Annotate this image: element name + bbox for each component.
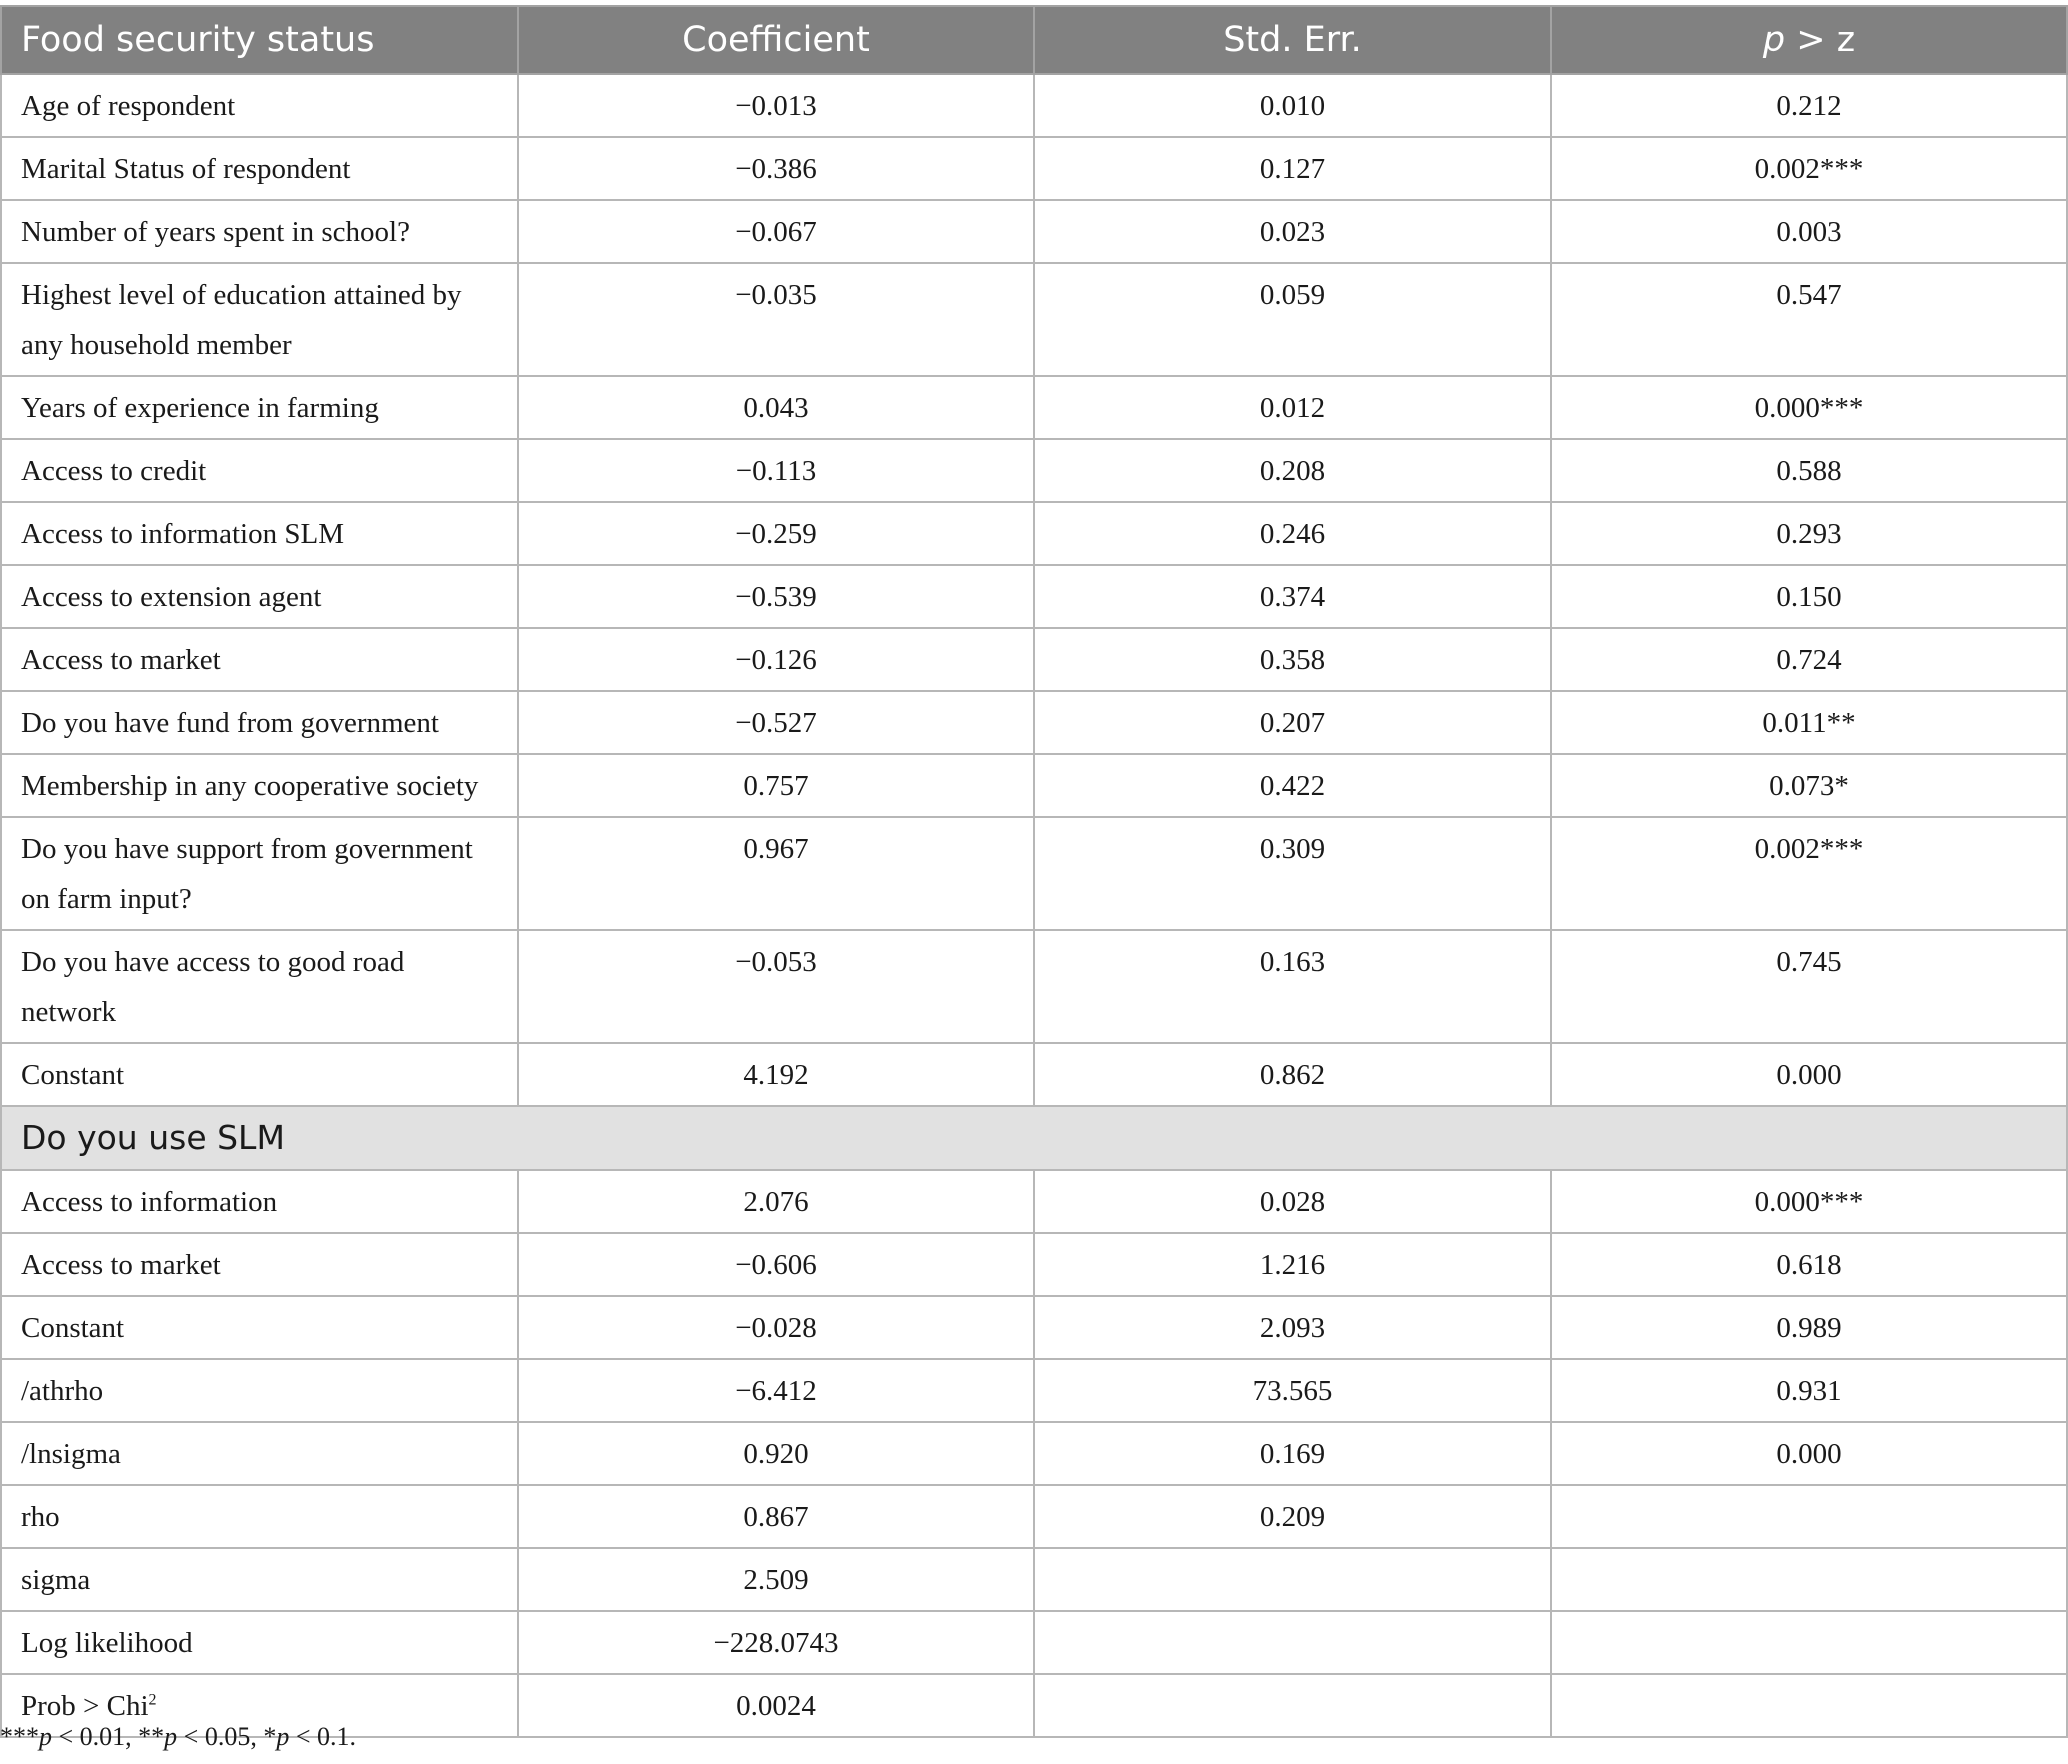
coefficient-cell: 4.192 (518, 1043, 1034, 1106)
std-err-cell: 0.169 (1034, 1422, 1551, 1485)
table-row (1, 263, 2067, 376)
coefficient-cell: −0.013 (518, 74, 1034, 137)
footnote-threshold-2: < 0.05, (177, 1722, 264, 1751)
footnote-p-3: p (276, 1722, 290, 1751)
table-row (1, 439, 2067, 502)
coefficient-cell: −0.126 (518, 628, 1034, 691)
p-value-cell (1551, 1548, 2067, 1611)
row-label: /lnsigma (1, 1422, 518, 1485)
table-row (1, 376, 2067, 439)
section-title-slm: Do you use SLM (1, 1106, 2067, 1170)
coefficient-cell: −0.113 (518, 439, 1034, 502)
table-footnote (0, 1722, 356, 1752)
row-label: /athrho (1, 1359, 518, 1422)
p-value-cell: 0.724 (1551, 628, 2067, 691)
row-label: Access to market (1, 1233, 518, 1296)
std-err-cell: 0.023 (1034, 200, 1551, 263)
std-err-cell: 0.374 (1034, 565, 1551, 628)
p-value-cell: 0.003 (1551, 200, 2067, 263)
row-label: Years of experience in farming (1, 376, 518, 439)
coefficient-cell: 2.509 (518, 1548, 1034, 1611)
table-row (1, 754, 2067, 817)
table-row (1, 502, 2067, 565)
p-value-cell: 0.150 (1551, 565, 2067, 628)
std-err-cell: 0.010 (1034, 74, 1551, 137)
row-label: Do you have access to good road network (1, 930, 518, 1043)
header-p-value (1551, 6, 2067, 74)
std-err-cell: 0.358 (1034, 628, 1551, 691)
std-err-cell: 0.209 (1034, 1485, 1551, 1548)
table-row (1, 930, 2067, 1043)
p-value-cell: 0.293 (1551, 502, 2067, 565)
row-label: Access to extension agent (1, 565, 518, 628)
std-err-cell: 73.565 (1034, 1359, 1551, 1422)
std-err-cell: 0.163 (1034, 930, 1551, 1043)
p-value-cell: 0.073* (1551, 754, 2067, 817)
coefficient-cell: −0.053 (518, 930, 1034, 1043)
coefficient-cell: −6.412 (518, 1359, 1034, 1422)
row-label: Highest level of education attained by any household member (1, 263, 518, 376)
footnote-threshold-3: < 0.1. (289, 1722, 357, 1751)
regression-table (0, 5, 2068, 1738)
coefficient-cell: −0.028 (518, 1296, 1034, 1359)
std-err-cell: 0.207 (1034, 691, 1551, 754)
coefficient-cell: 0.043 (518, 376, 1034, 439)
table-row (1, 74, 2067, 137)
table-row (1, 817, 2067, 930)
footnote-p-2: p (164, 1722, 178, 1751)
p-value-cell: 0.000*** (1551, 1170, 2067, 1233)
std-err-cell: 1.216 (1034, 1233, 1551, 1296)
header-coefficient: Coefficient (518, 6, 1034, 74)
chi-superscript: 2 (148, 1691, 157, 1709)
coefficient-cell: 0.0024 (518, 1674, 1034, 1737)
table-row (1, 1043, 2067, 1106)
std-err-cell: 0.127 (1034, 137, 1551, 200)
coefficient-cell: 0.757 (518, 754, 1034, 817)
row-label: Do you have support from government on farm input? (1, 817, 518, 930)
p-value-cell (1551, 1485, 2067, 1548)
footnote-stars-2: ** (138, 1722, 165, 1751)
std-err-cell: 0.059 (1034, 263, 1551, 376)
p-value-cell: 0.618 (1551, 1233, 2067, 1296)
coefficient-cell: −0.527 (518, 691, 1034, 754)
header-p-symbol: p (1762, 20, 1786, 60)
coefficient-cell: 0.920 (518, 1422, 1034, 1485)
row-label: Age of respondent (1, 74, 518, 137)
std-err-cell: 2.093 (1034, 1296, 1551, 1359)
p-value-cell: 0.989 (1551, 1296, 2067, 1359)
table-container (0, 5, 2066, 1738)
table-row (1, 137, 2067, 200)
p-value-cell (1551, 1611, 2067, 1674)
row-label: Access to information (1, 1170, 518, 1233)
row-label: Membership in any cooperative society (1, 754, 518, 817)
row-label: Constant (1, 1296, 518, 1359)
p-value-cell: 0.002*** (1551, 817, 2067, 930)
std-err-cell (1034, 1611, 1551, 1674)
coefficient-cell: −0.259 (518, 502, 1034, 565)
row-label: Constant (1, 1043, 518, 1106)
std-err-cell: 0.246 (1034, 502, 1551, 565)
std-err-cell: 0.208 (1034, 439, 1551, 502)
coefficient-cell: −228.0743 (518, 1611, 1034, 1674)
footnote-stars-3: *** (0, 1722, 39, 1751)
table-row (1, 628, 2067, 691)
p-value-cell: 0.002*** (1551, 137, 2067, 200)
row-label: Access to information SLM (1, 502, 518, 565)
row-label: sigma (1, 1548, 518, 1611)
p-value-cell: 0.212 (1551, 74, 2067, 137)
p-value-cell: 0.011** (1551, 691, 2067, 754)
p-value-cell (1551, 1674, 2067, 1737)
p-value-cell: 0.931 (1551, 1359, 2067, 1422)
std-err-cell (1034, 1674, 1551, 1737)
table-header-row (1, 6, 2067, 74)
table-row (1, 1422, 2067, 1485)
table-row (1, 1233, 2067, 1296)
section-header-row (1, 1106, 2067, 1170)
table-row (1, 200, 2067, 263)
header-p-rest: > z (1785, 20, 1856, 60)
table-row (1, 565, 2067, 628)
coefficient-cell: −0.539 (518, 565, 1034, 628)
row-label: Access to market (1, 628, 518, 691)
header-food-security-status: Food security status (1, 6, 518, 74)
row-label: Number of years spent in school? (1, 200, 518, 263)
p-value-cell: 0.588 (1551, 439, 2067, 502)
table-row (1, 1296, 2067, 1359)
table-row (1, 1548, 2067, 1611)
table-row (1, 1485, 2067, 1548)
table-row (1, 1611, 2067, 1674)
std-err-cell: 0.309 (1034, 817, 1551, 930)
std-err-cell (1034, 1548, 1551, 1611)
table-row (1, 1359, 2067, 1422)
p-value-cell: 0.000 (1551, 1422, 2067, 1485)
p-value-cell: 0.000 (1551, 1043, 2067, 1106)
row-label: Access to credit (1, 439, 518, 502)
std-err-cell: 0.028 (1034, 1170, 1551, 1233)
prob-chi-text: Prob > Chi (21, 1690, 149, 1722)
coefficient-cell: 0.867 (518, 1485, 1034, 1548)
coefficient-cell: −0.067 (518, 200, 1034, 263)
table-row (1, 1170, 2067, 1233)
coefficient-cell: −0.386 (518, 137, 1034, 200)
row-label: Marital Status of respondent (1, 137, 518, 200)
coefficient-cell: −0.035 (518, 263, 1034, 376)
row-label: Log likelihood (1, 1611, 518, 1674)
p-value-cell: 0.000*** (1551, 376, 2067, 439)
coefficient-cell: 0.967 (518, 817, 1034, 930)
coefficient-cell: 2.076 (518, 1170, 1034, 1233)
p-value-cell: 0.745 (1551, 930, 2067, 1043)
std-err-cell: 0.422 (1034, 754, 1551, 817)
footnote-p-1: p (39, 1722, 52, 1751)
std-err-cell: 0.862 (1034, 1043, 1551, 1106)
std-err-cell: 0.012 (1034, 376, 1551, 439)
footnote-threshold-1: < 0.01, (52, 1722, 139, 1751)
row-label: rho (1, 1485, 518, 1548)
footnote-stars-1: * (263, 1722, 277, 1751)
p-value-cell: 0.547 (1551, 263, 2067, 376)
row-label: Do you have fund from government (1, 691, 518, 754)
header-std-err: Std. Err. (1034, 6, 1551, 74)
table-row (1, 691, 2067, 754)
coefficient-cell: −0.606 (518, 1233, 1034, 1296)
